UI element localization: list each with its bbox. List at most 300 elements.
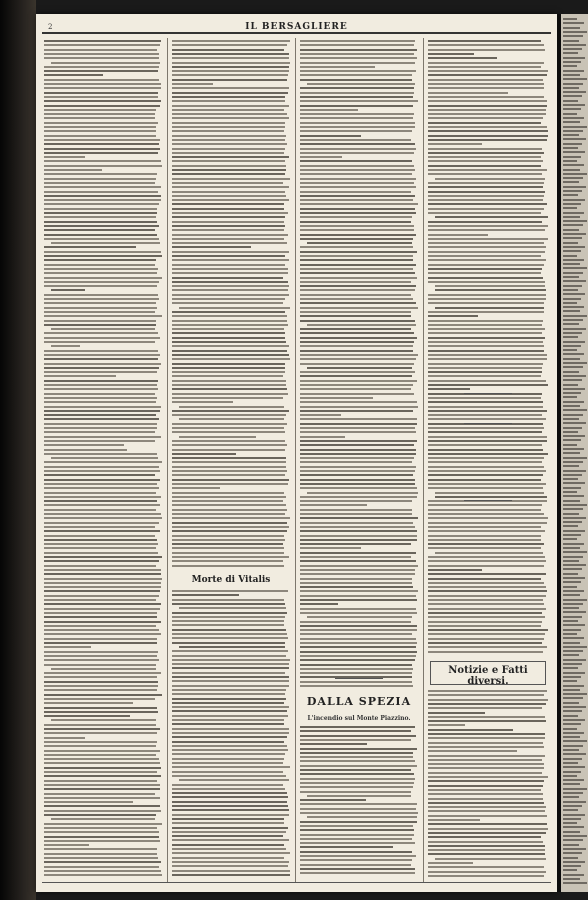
facing-text-line xyxy=(563,341,585,343)
facing-text-line xyxy=(563,650,583,652)
text-line xyxy=(172,517,290,519)
text-line xyxy=(300,160,412,162)
text-line xyxy=(300,165,414,167)
text-line xyxy=(300,156,342,158)
facing-text-line xyxy=(563,693,587,695)
text-line xyxy=(44,173,157,175)
text-line xyxy=(428,406,543,408)
text-line xyxy=(300,504,367,506)
facing-text-line xyxy=(563,538,577,540)
text-line xyxy=(300,859,412,861)
text-line xyxy=(428,255,541,257)
text-line xyxy=(300,633,412,635)
facing-text-line xyxy=(563,642,580,644)
facing-text-line xyxy=(563,715,578,717)
facing-text-line xyxy=(563,280,586,282)
text-line xyxy=(300,743,367,745)
facing-text-line xyxy=(563,31,587,33)
text-line xyxy=(172,100,285,102)
text-line xyxy=(172,758,284,760)
text-line xyxy=(44,199,161,201)
text-line xyxy=(172,698,286,700)
text-line xyxy=(307,492,418,494)
text-line xyxy=(172,320,287,322)
section-rule xyxy=(464,393,512,394)
text-line xyxy=(300,92,414,94)
facing-text-line xyxy=(563,203,581,205)
text-line xyxy=(428,746,544,748)
text-line xyxy=(300,500,412,502)
text-line xyxy=(44,638,157,640)
text-line xyxy=(172,788,285,790)
facing-text-line xyxy=(563,181,579,183)
text-line xyxy=(44,401,156,403)
facing-text-line xyxy=(563,865,581,867)
text-line xyxy=(172,367,285,369)
text-line xyxy=(300,199,413,201)
notizie-heading: Notizie e Fatti diversi. xyxy=(448,665,528,687)
text-line xyxy=(300,229,414,231)
text-line xyxy=(172,109,284,111)
text-line xyxy=(44,414,156,416)
text-line xyxy=(300,479,415,481)
text-line xyxy=(428,375,541,377)
text-line xyxy=(428,853,545,855)
text-line xyxy=(435,285,545,287)
text-line xyxy=(172,831,286,833)
text-line xyxy=(428,79,543,81)
text-line xyxy=(428,733,545,735)
text-line xyxy=(44,53,159,55)
text-line xyxy=(172,784,283,786)
text-line xyxy=(428,294,546,296)
masthead-rule xyxy=(42,32,551,34)
text-line xyxy=(44,49,157,51)
text-line xyxy=(44,354,160,356)
text-line xyxy=(44,139,160,141)
text-line xyxy=(428,642,542,644)
text-line xyxy=(428,444,542,446)
text-line xyxy=(179,646,285,648)
text-line xyxy=(428,755,545,757)
text-line xyxy=(300,842,415,844)
text-line xyxy=(44,664,156,666)
text-line xyxy=(44,255,162,257)
facing-text-line xyxy=(563,130,583,132)
text-line xyxy=(172,522,287,524)
facing-text-line xyxy=(563,775,577,777)
text-line xyxy=(172,92,288,94)
text-line xyxy=(172,852,290,854)
text-line xyxy=(300,664,412,666)
facing-text-line xyxy=(563,848,586,850)
text-line xyxy=(428,83,544,85)
facing-text-line xyxy=(563,207,577,209)
text-line xyxy=(44,143,159,145)
text-line xyxy=(428,264,544,266)
facing-text-line xyxy=(563,349,577,351)
text-line xyxy=(44,294,158,296)
text-line xyxy=(428,229,545,231)
facing-text-line xyxy=(563,603,583,605)
text-line xyxy=(44,375,116,377)
text-line xyxy=(428,195,544,197)
text-line xyxy=(51,668,156,670)
facing-text-line xyxy=(563,302,577,304)
text-line xyxy=(44,277,162,279)
text-line xyxy=(428,165,541,167)
text-line xyxy=(428,358,547,360)
text-line xyxy=(172,195,286,197)
text-line xyxy=(172,796,288,798)
facing-text-line xyxy=(563,779,584,781)
text-line xyxy=(300,332,414,334)
text-line xyxy=(300,483,415,485)
facing-text-line xyxy=(563,581,581,583)
text-line xyxy=(172,294,289,296)
text-line xyxy=(172,371,285,373)
text-line xyxy=(172,479,289,481)
text-line xyxy=(300,444,414,446)
text-line xyxy=(172,728,289,730)
text-line xyxy=(428,483,546,485)
facing-text-line xyxy=(563,151,585,153)
text-line xyxy=(428,367,542,369)
text-line xyxy=(300,380,417,382)
text-line xyxy=(300,169,415,171)
text-line xyxy=(300,337,417,339)
text-line xyxy=(428,143,482,145)
facing-text-line xyxy=(563,796,579,798)
text-line xyxy=(172,496,286,498)
column-4 xyxy=(428,38,548,880)
text-line xyxy=(172,667,289,669)
text-line xyxy=(172,526,289,528)
text-line xyxy=(44,130,156,132)
text-line xyxy=(428,633,545,635)
text-line xyxy=(428,130,548,132)
text-line xyxy=(300,461,412,463)
text-line xyxy=(172,530,287,532)
facing-text-line xyxy=(563,766,585,768)
facing-text-line xyxy=(563,27,580,29)
facing-text-line xyxy=(563,44,586,46)
text-line xyxy=(172,685,289,687)
facing-text-line xyxy=(563,375,586,377)
text-line xyxy=(44,449,127,451)
facing-text-line xyxy=(563,315,587,317)
text-line xyxy=(300,517,418,519)
text-line xyxy=(172,277,283,279)
text-line xyxy=(44,126,156,128)
text-line xyxy=(428,350,544,352)
text-line xyxy=(172,285,289,287)
text-line xyxy=(44,771,157,773)
text-line xyxy=(44,530,160,532)
facing-text-line xyxy=(563,18,577,20)
text-line xyxy=(44,195,161,197)
text-line xyxy=(172,715,288,717)
text-line xyxy=(44,272,157,274)
text-line xyxy=(300,735,416,737)
facing-text-line xyxy=(563,113,577,115)
text-line xyxy=(44,724,156,726)
facing-text-line xyxy=(563,35,583,37)
text-line xyxy=(179,307,290,309)
text-line xyxy=(44,681,158,683)
facing-text-line xyxy=(563,323,579,325)
text-line xyxy=(428,169,547,171)
text-line xyxy=(44,870,161,872)
text-line xyxy=(51,62,160,64)
facing-text-line xyxy=(563,143,582,145)
text-line xyxy=(428,798,543,800)
text-line xyxy=(172,229,284,231)
facing-text-line xyxy=(563,702,579,704)
text-line xyxy=(300,148,416,150)
text-line xyxy=(172,870,290,872)
text-line xyxy=(300,868,415,870)
section-rule xyxy=(335,678,382,679)
text-line xyxy=(172,723,284,725)
text-line xyxy=(300,726,415,728)
text-line xyxy=(428,767,544,769)
text-line xyxy=(172,637,288,639)
text-line xyxy=(300,436,345,438)
text-line xyxy=(300,350,413,352)
text-line xyxy=(44,264,155,266)
facing-text-line xyxy=(563,319,583,321)
text-line xyxy=(300,821,417,823)
text-line xyxy=(172,818,284,820)
text-line xyxy=(172,466,286,468)
newspaper-page xyxy=(36,14,557,892)
text-line xyxy=(428,113,546,115)
text-line xyxy=(172,599,284,601)
text-line xyxy=(300,135,361,137)
text-line xyxy=(44,853,157,855)
text-line xyxy=(44,315,162,317)
text-line xyxy=(172,431,285,433)
text-line xyxy=(300,341,414,343)
text-line xyxy=(44,629,159,631)
text-line xyxy=(172,710,287,712)
text-line xyxy=(300,825,413,827)
text-line xyxy=(44,805,160,807)
text-line xyxy=(44,393,155,395)
text-line xyxy=(428,789,541,791)
text-line xyxy=(172,560,283,562)
text-line xyxy=(300,100,418,102)
text-line xyxy=(300,864,411,866)
text-line xyxy=(300,40,415,42)
text-line xyxy=(44,543,158,545)
text-line xyxy=(172,547,284,549)
text-line xyxy=(172,96,285,98)
text-line xyxy=(428,345,544,347)
text-line xyxy=(179,436,256,438)
text-line xyxy=(428,173,542,175)
text-line xyxy=(428,742,543,744)
text-line xyxy=(300,259,413,261)
facing-text-line xyxy=(563,452,580,454)
text-line xyxy=(172,148,285,150)
text-line xyxy=(44,169,102,171)
text-line xyxy=(172,397,283,399)
text-line xyxy=(172,487,220,489)
text-line xyxy=(300,730,411,732)
facing-text-line xyxy=(563,826,584,828)
text-line xyxy=(428,612,542,614)
text-line xyxy=(300,791,411,793)
facing-text-line xyxy=(563,882,587,884)
facing-text-line xyxy=(563,177,583,179)
text-line xyxy=(428,513,544,515)
text-line xyxy=(428,772,542,774)
text-line xyxy=(44,44,160,46)
text-line xyxy=(428,380,546,382)
text-line xyxy=(428,712,485,714)
text-line xyxy=(428,135,548,137)
text-line xyxy=(172,105,289,107)
text-line xyxy=(300,603,338,605)
text-line xyxy=(300,191,411,193)
facing-text-line xyxy=(563,637,584,639)
text-line xyxy=(428,699,548,701)
text-line xyxy=(44,844,89,846)
text-line xyxy=(428,100,547,102)
text-line xyxy=(428,277,543,279)
facing-text-line xyxy=(563,728,577,730)
text-line xyxy=(300,255,413,257)
text-line xyxy=(172,135,286,137)
text-line xyxy=(44,715,130,717)
text-line xyxy=(428,504,542,506)
facing-text-line xyxy=(563,216,580,218)
facing-text-line xyxy=(563,564,586,566)
text-line xyxy=(428,849,545,851)
text-line xyxy=(300,739,411,741)
text-line xyxy=(428,823,547,825)
text-line xyxy=(172,173,285,175)
text-line xyxy=(300,547,361,549)
text-line xyxy=(300,535,417,537)
text-line xyxy=(44,651,158,653)
text-line xyxy=(428,832,546,834)
text-line xyxy=(428,845,545,847)
text-line xyxy=(172,212,288,214)
text-line xyxy=(428,729,513,731)
facing-text-line xyxy=(563,255,577,257)
text-line xyxy=(44,410,160,412)
text-line xyxy=(300,152,414,154)
text-line xyxy=(172,629,286,631)
text-line xyxy=(44,92,158,94)
text-line xyxy=(300,195,415,197)
text-line xyxy=(428,716,545,718)
text-line xyxy=(428,431,542,433)
text-line xyxy=(300,552,416,554)
text-line xyxy=(428,53,474,55)
text-line xyxy=(44,565,156,567)
text-line xyxy=(172,345,289,347)
facing-text-line xyxy=(563,504,587,506)
text-line xyxy=(172,449,285,451)
text-line xyxy=(428,182,544,184)
text-line xyxy=(172,225,285,227)
text-line xyxy=(300,285,416,287)
facing-text-line xyxy=(563,663,582,665)
text-line xyxy=(44,672,161,674)
facing-text-line xyxy=(563,646,587,648)
text-line xyxy=(300,345,413,347)
text-line xyxy=(44,513,161,515)
facing-text-line xyxy=(563,100,578,102)
text-line xyxy=(172,324,288,326)
text-line xyxy=(179,418,284,420)
facing-text-line xyxy=(563,190,582,192)
text-line xyxy=(172,341,286,343)
text-line xyxy=(172,238,284,240)
facing-text-line xyxy=(563,332,582,334)
text-line xyxy=(428,547,541,549)
facing-text-line xyxy=(563,229,579,231)
text-line xyxy=(44,685,158,687)
text-line xyxy=(428,242,544,244)
text-line xyxy=(300,182,414,184)
facing-text-line xyxy=(563,83,583,85)
text-line xyxy=(428,320,543,322)
text-line xyxy=(300,851,412,853)
text-line xyxy=(51,719,156,721)
facing-text-line xyxy=(563,513,579,515)
text-line xyxy=(300,203,418,205)
facing-text-line xyxy=(563,874,584,876)
text-line xyxy=(172,255,285,257)
text-line xyxy=(172,483,288,485)
text-line xyxy=(172,874,290,876)
text-line xyxy=(172,474,285,476)
text-line xyxy=(428,539,541,541)
facing-text-line xyxy=(563,659,586,661)
text-line xyxy=(428,57,497,59)
facing-text-line xyxy=(563,543,584,545)
facing-text-line xyxy=(563,48,582,50)
text-line xyxy=(44,737,85,739)
text-line xyxy=(44,793,155,795)
text-line xyxy=(172,771,283,773)
text-line xyxy=(44,332,158,334)
facing-text-line xyxy=(563,409,587,411)
text-line xyxy=(307,795,411,797)
text-line xyxy=(44,608,160,610)
text-line xyxy=(44,539,157,541)
text-line xyxy=(307,324,416,326)
text-line xyxy=(172,264,285,266)
facing-text-line xyxy=(563,263,580,265)
text-line xyxy=(428,453,548,455)
facing-text-line xyxy=(563,732,584,734)
text-line xyxy=(44,582,161,584)
facing-text-line xyxy=(563,104,585,106)
text-line xyxy=(300,246,413,248)
facing-text-line xyxy=(563,267,587,269)
facing-text-line xyxy=(563,573,578,575)
text-line xyxy=(300,449,416,451)
facing-text-line xyxy=(563,237,582,239)
footer-rule xyxy=(42,882,551,883)
text-line xyxy=(172,354,289,356)
